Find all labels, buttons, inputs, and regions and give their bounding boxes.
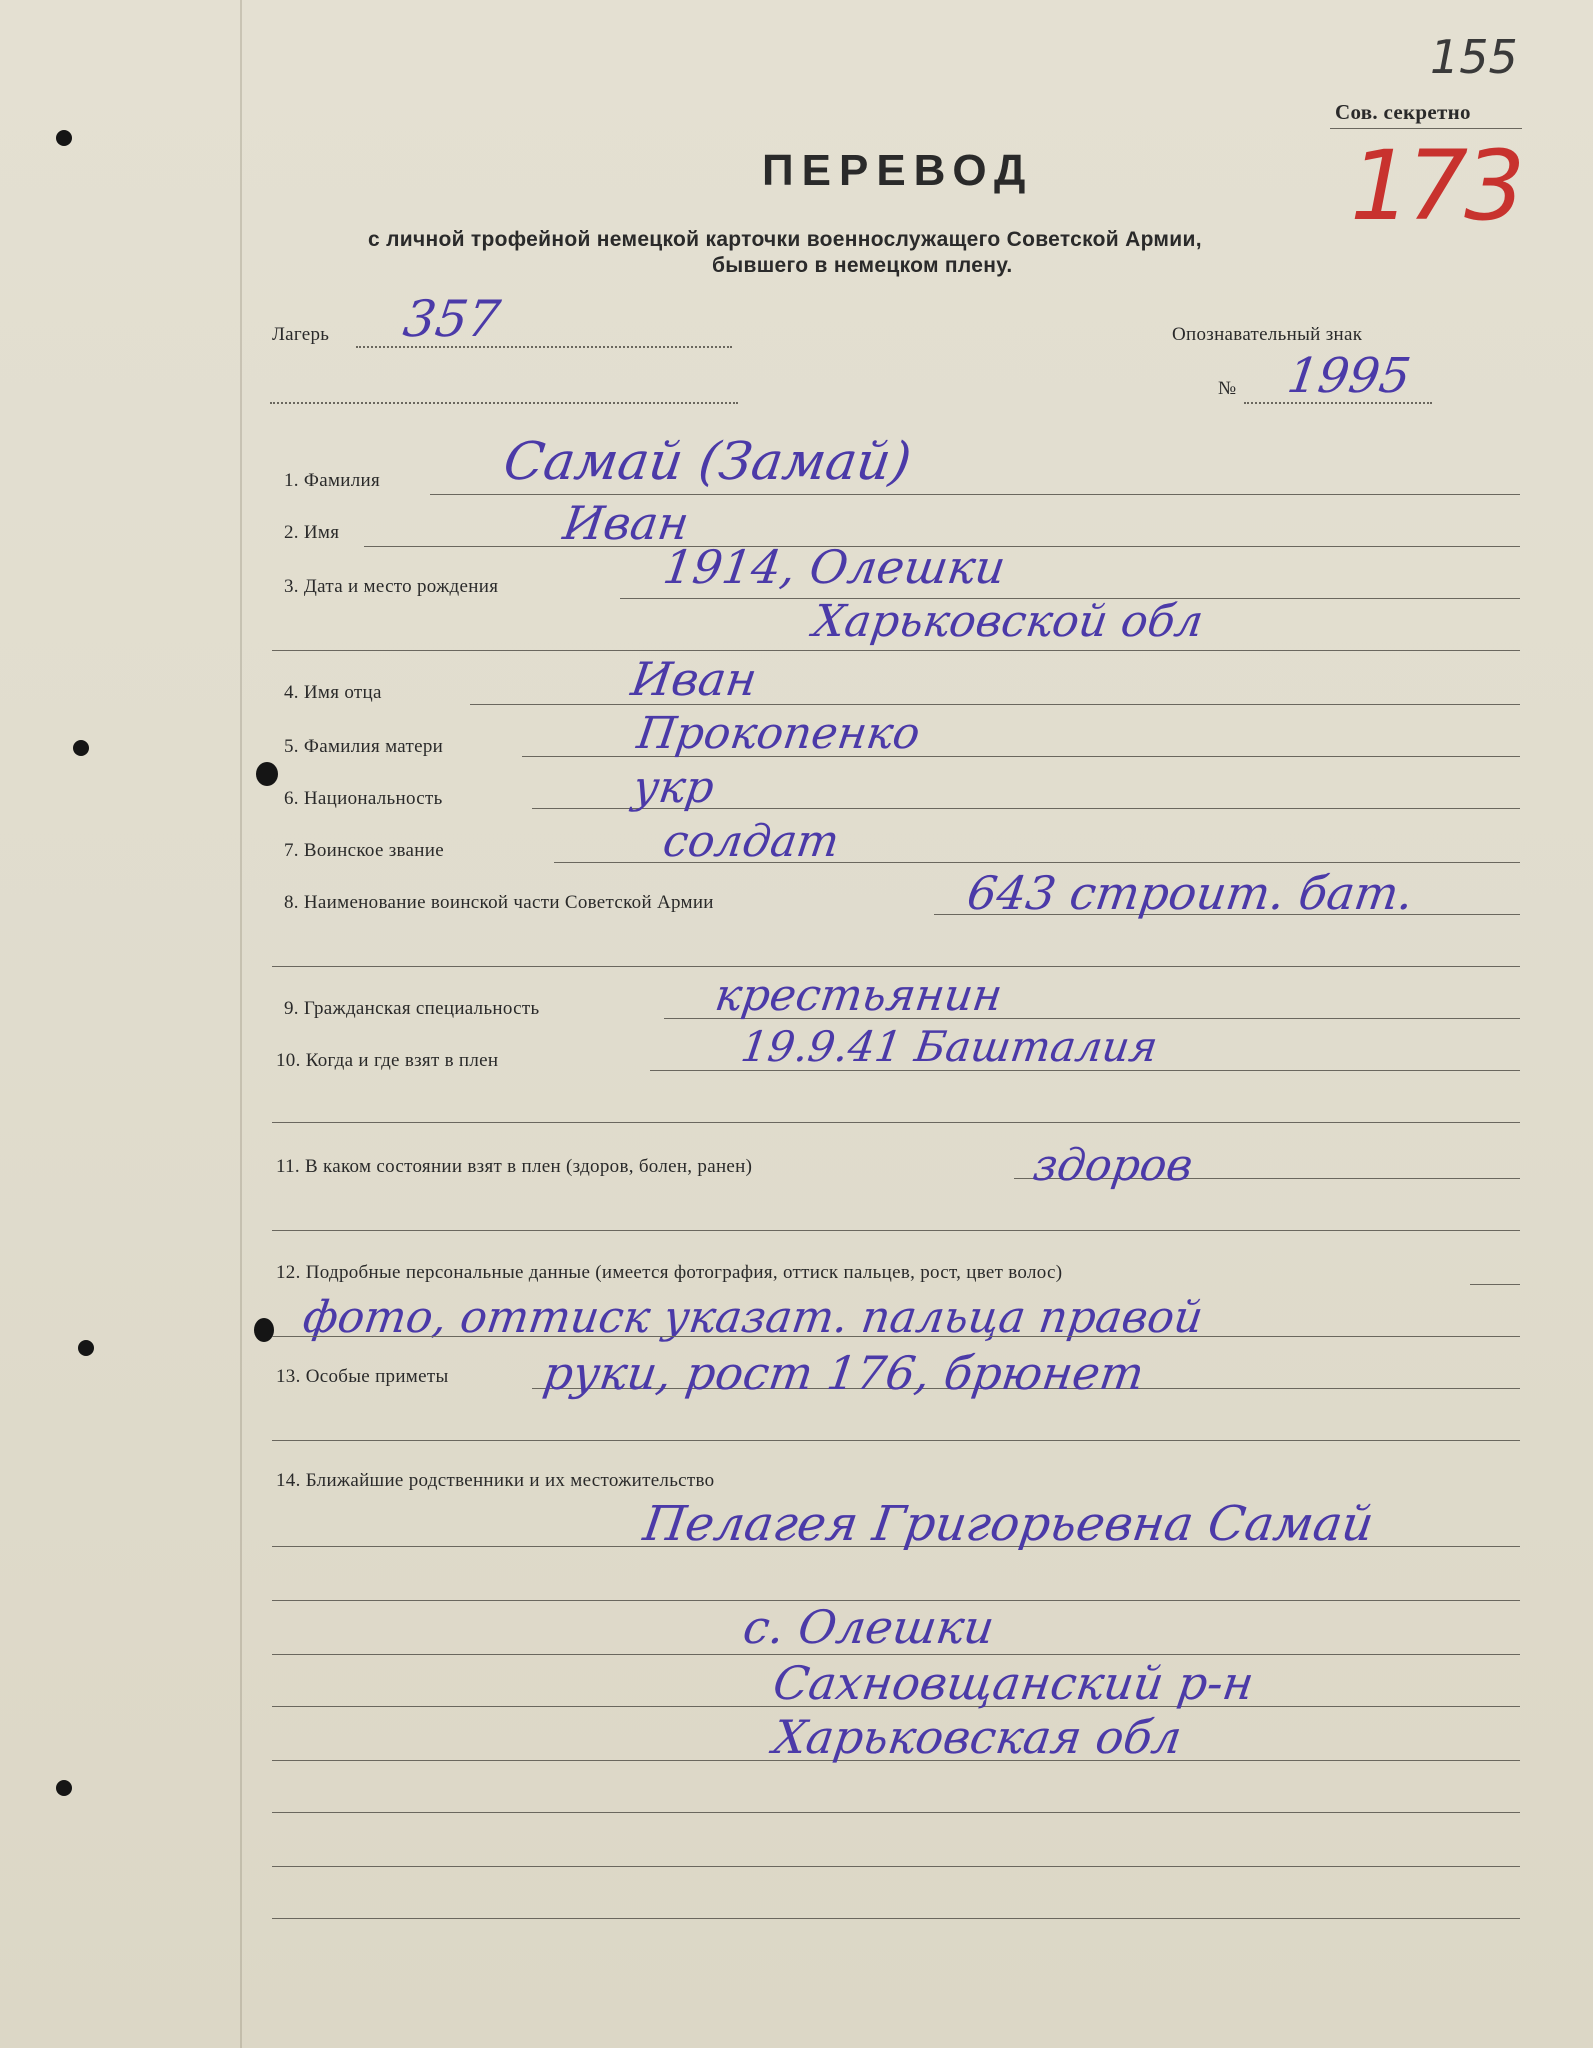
classification-stamp: Сов. секретно <box>1335 100 1471 124</box>
field-value-relatives-2: с. Олешки <box>740 1600 998 1654</box>
field-value-name: Иван <box>560 496 693 550</box>
field-label-mother: 5. Фамилия матери <box>284 736 444 757</box>
document-subtitle: с личной трофейной немецкой карточки военнослужащего Советской Армии, <box>368 228 1202 251</box>
camp-value: 357 <box>400 290 504 348</box>
field-value-unit: 643 строит. бат. <box>964 866 1417 920</box>
tag-label: Опознавательный знак <box>1172 324 1363 345</box>
punch-hole <box>256 762 278 786</box>
field-label-unit: 8. Наименование воинской части Советской Армии <box>284 892 714 913</box>
field-line <box>1470 1284 1520 1285</box>
field-label-profession: 9. Гражданская специальность <box>284 998 540 1019</box>
field-value-marks: руки, рост 176, брюнет <box>540 1346 1148 1400</box>
field-label-personal-data: 12. Подробные персональные данные (имеется фотография, оттиск пальцев, рост, цвет волос) <box>276 1262 1063 1283</box>
document-subtitle: бывшего в немецком плену. <box>712 254 1013 277</box>
field-value-captured: 19.9.41 Башталия <box>738 1022 1161 1071</box>
field-line <box>272 650 1520 651</box>
document-title: ПЕРЕВОД <box>762 146 1034 195</box>
field-label-surname: 1. Фамилия <box>284 470 381 491</box>
field-value-relatives-4: Харьковская обл <box>770 1710 1185 1764</box>
field-label-name: 2. Имя <box>284 522 340 543</box>
camp-label: Лагерь <box>272 324 330 345</box>
punch-hole <box>56 130 72 146</box>
page-number: 155 <box>1430 30 1518 84</box>
field-value-nationality: укр <box>630 762 718 813</box>
field-line <box>272 1230 1520 1231</box>
field-line <box>272 1812 1520 1813</box>
field-value-surname: Самай (Замай) <box>500 432 915 492</box>
field-line <box>272 1654 1520 1655</box>
punch-hole <box>78 1340 94 1356</box>
field-value-condition: здоров <box>1030 1140 1196 1191</box>
field-value-relatives-3: Сахновщанский р-н <box>770 1656 1258 1710</box>
field-line <box>272 1122 1520 1123</box>
archive-number: 173 <box>1350 130 1522 242</box>
field-line <box>272 1866 1520 1867</box>
field-label-relatives: 14. Ближайшие родственники и их местожительство <box>276 1470 715 1491</box>
field-label-nationality: 6. Национальность <box>284 788 443 809</box>
field-value-profession: крестьянин <box>712 970 1006 1021</box>
tag-number-label: № <box>1218 378 1237 399</box>
field-label-rank: 7. Воинское звание <box>284 840 444 861</box>
field-value-mother: Прокопенко <box>634 708 924 759</box>
field-value-birth: 1914, Олешки <box>660 540 1009 594</box>
field-value-father: Иван <box>628 652 761 706</box>
field-label-marks: 13. Особые приметы <box>276 1366 449 1387</box>
punch-hole <box>56 1780 72 1796</box>
field-label-father: 4. Имя отца <box>284 682 382 703</box>
field-value-relatives: Пелагея Григорьевна Самай <box>640 1496 1377 1552</box>
field-value-birth-2: Харьковской обл <box>810 596 1207 647</box>
field-label-captured: 10. Когда и где взят в плен <box>276 1050 499 1071</box>
tag-value: 1995 <box>1284 348 1415 404</box>
field-label-condition: 11. В каком состоянии взят в плен (здоров, болен, ранен) <box>276 1156 753 1177</box>
field-line <box>272 966 1520 967</box>
field-line <box>272 1918 1520 1919</box>
fold-line <box>240 0 242 2048</box>
field-value-personal-data: фото, оттиск указат. пальца правой <box>300 1292 1207 1343</box>
camp-line-2 <box>270 402 738 404</box>
field-line <box>272 1440 1520 1441</box>
punch-hole <box>254 1318 274 1342</box>
field-label-birth: 3. Дата и место рождения <box>284 576 499 597</box>
classification-underline <box>1330 128 1522 129</box>
field-line <box>272 1336 1520 1337</box>
field-value-rank: солдат <box>660 816 843 867</box>
field-line <box>430 494 1520 495</box>
punch-hole <box>73 740 89 756</box>
